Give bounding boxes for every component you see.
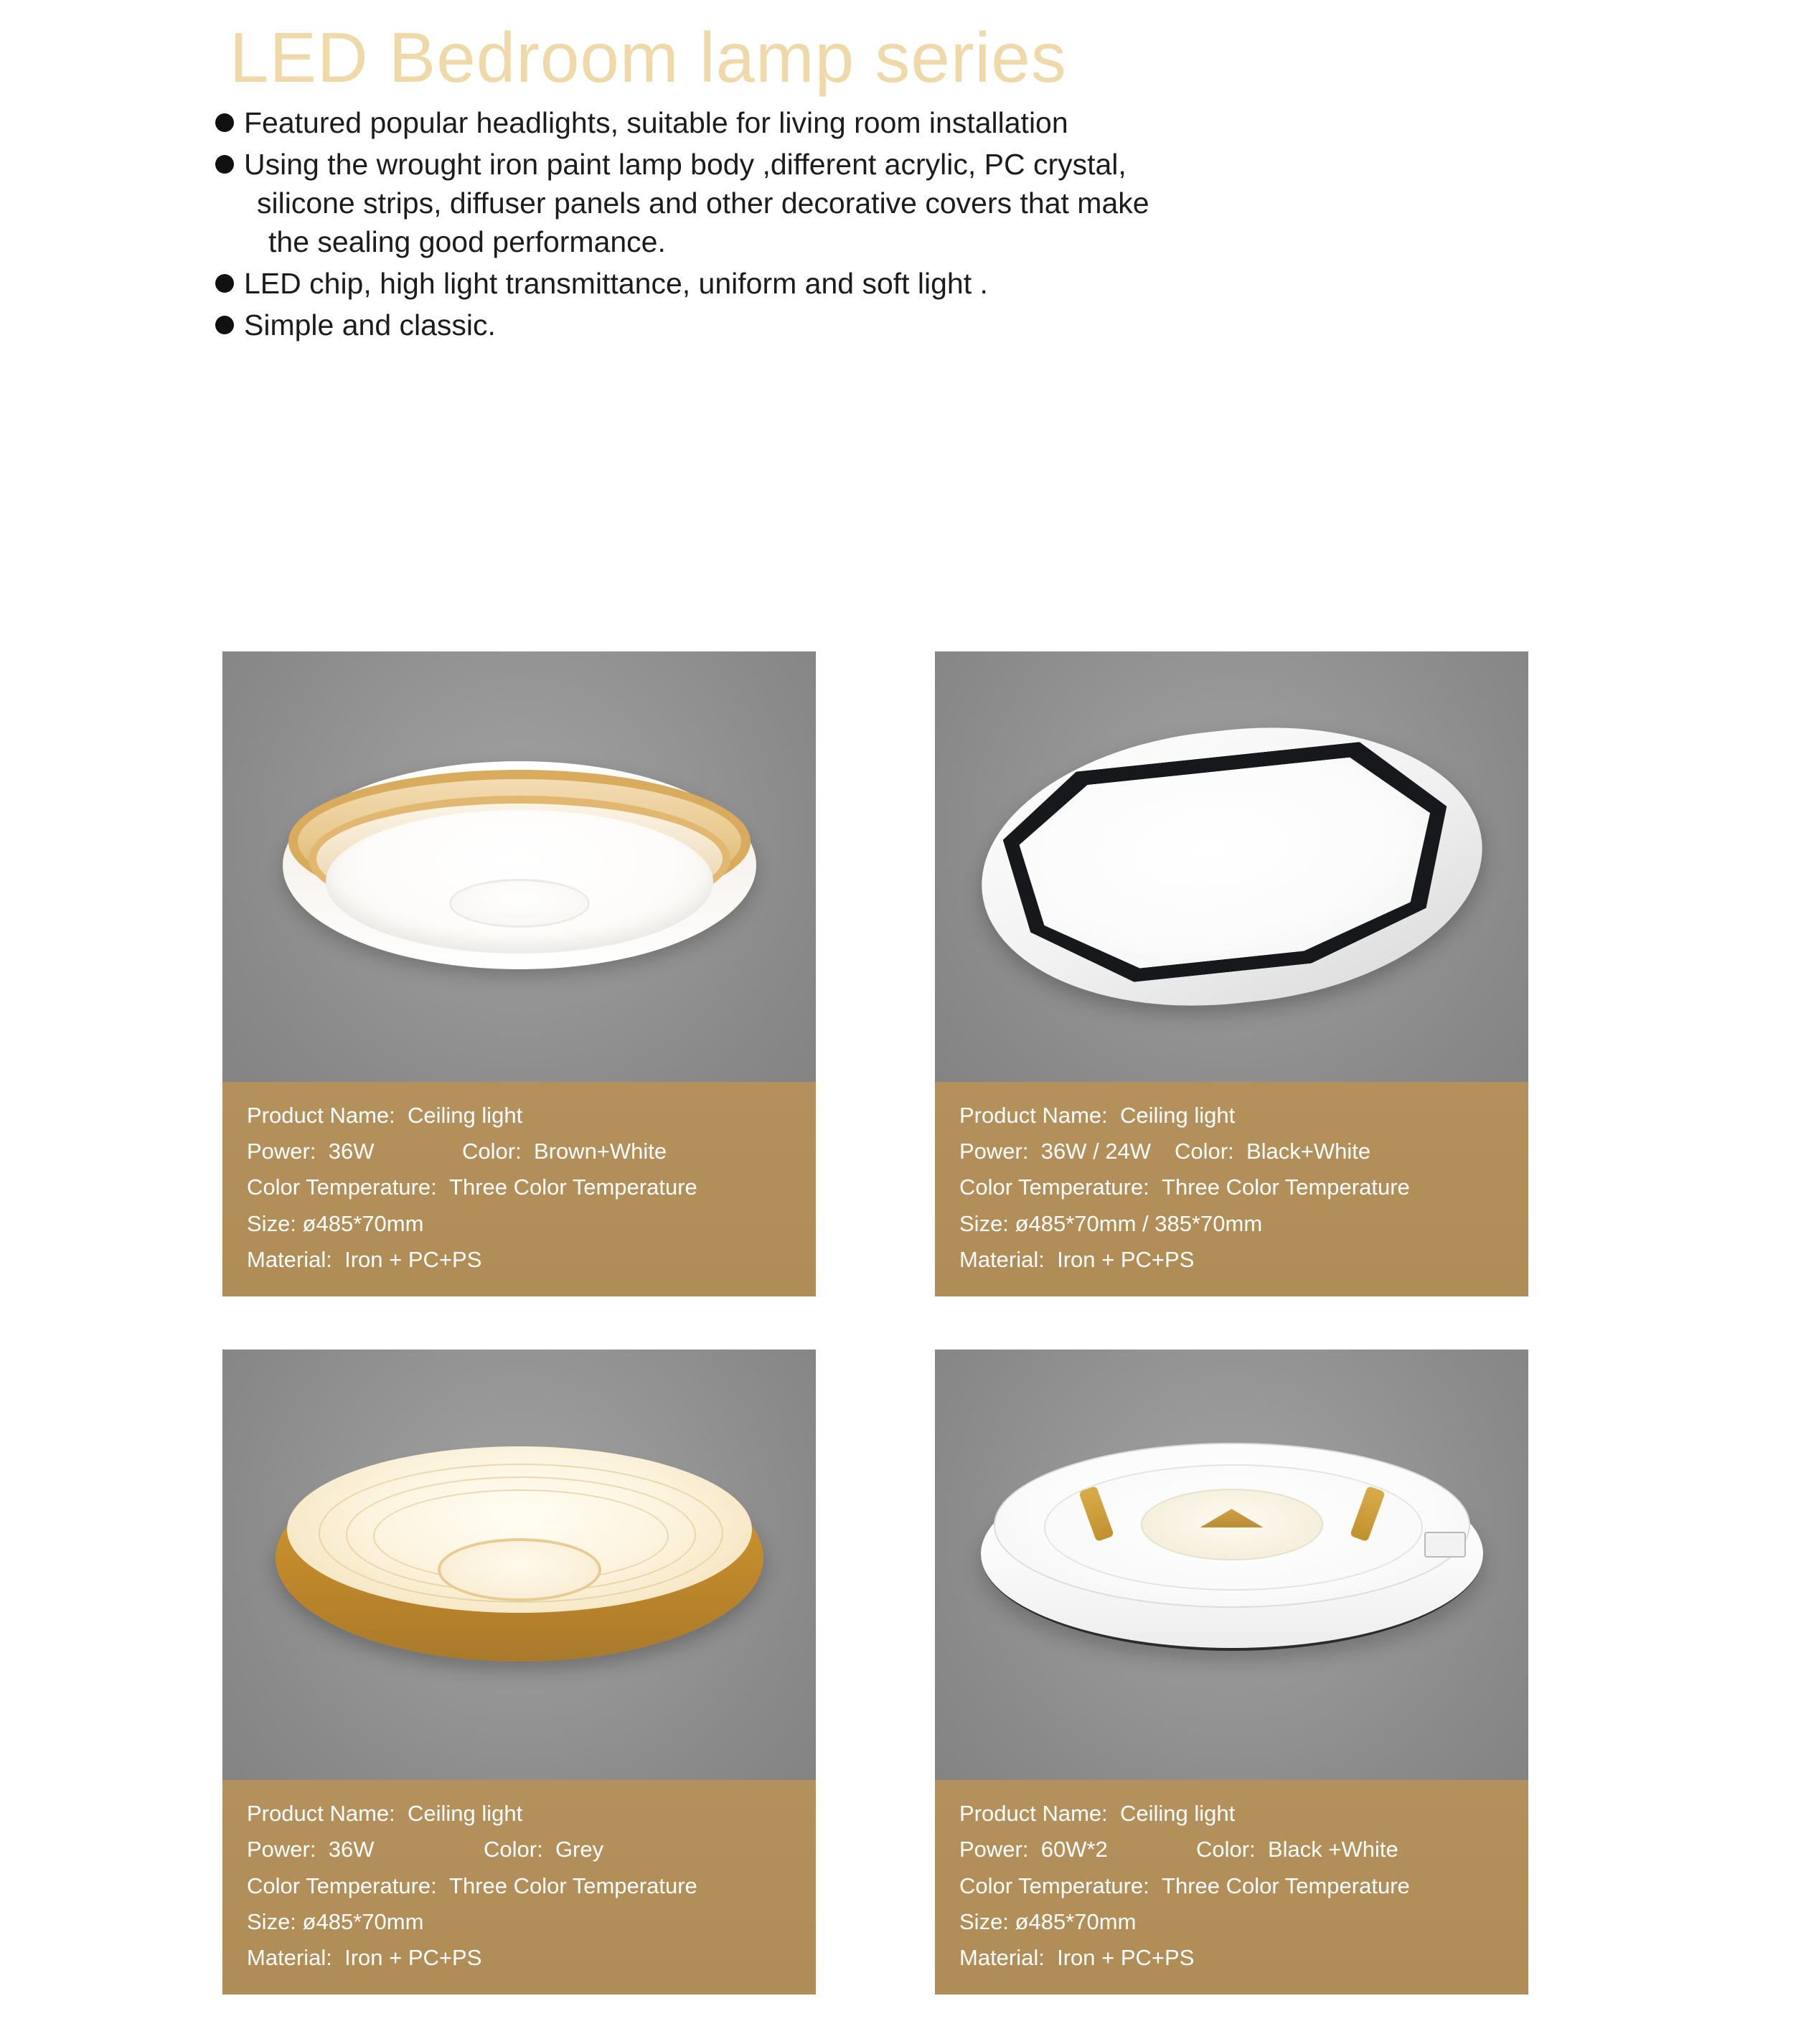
spec-line-size (247, 1904, 791, 1940)
spec-value-color-temperature: Three Color Temperature (449, 1873, 697, 1898)
spec-label-material: Material: (247, 1944, 332, 1970)
product-card (935, 1350, 1528, 1994)
spec-line-material (247, 1940, 791, 1976)
bullet-line: Featured popular headlights, suitable for living room installation (244, 105, 1068, 139)
spec-label-color: Color: (462, 1139, 522, 1164)
spec-value-size: ø485*70mm (1015, 1908, 1137, 1934)
product-photo-black-white-octagon (935, 651, 1528, 1082)
lamp-illustration-icon (283, 748, 756, 985)
spec-label-product-name: Product Name: (959, 1103, 1108, 1128)
list-item (215, 145, 1806, 261)
spec-line-power-color (247, 1134, 791, 1169)
spec-value-color-temperature: Three Color Temperature (1162, 1174, 1410, 1200)
bullet-line: Using the wrought iron paint lamp body ,different acrylic, PC crystal, (244, 147, 1127, 181)
spec-label-power: Power: (959, 1837, 1029, 1862)
spec-power-group (247, 1832, 484, 1868)
spec-value-size: ø485*70mm (302, 1908, 424, 1934)
spec-line-size (959, 1904, 1504, 1940)
spec-label-size: Size: (247, 1908, 296, 1934)
spec-value-color: Grey (555, 1837, 604, 1862)
spec-value-material: Iron + PC+PS (1057, 1944, 1195, 1970)
spec-value-power: 60W*2 (1040, 1837, 1108, 1862)
spec-value-size: ø485*70mm / 385*70mm (1015, 1210, 1263, 1236)
spec-line-color-temperature (959, 1868, 1504, 1904)
spec-label-power: Power: (247, 1139, 316, 1164)
list-item (215, 306, 1806, 344)
product-photo-gold-crystal-rim (222, 651, 816, 1082)
bullet-dot-icon (215, 155, 234, 174)
spec-label-product-name: Product Name: (247, 1801, 395, 1827)
lamp-illustration-icon (981, 1443, 1483, 1687)
spec-line-power-color (959, 1134, 1504, 1169)
bullet-text (244, 264, 1421, 303)
spec-value-material: Iron + PC+PS (344, 1246, 482, 1272)
spec-label-material: Material: (959, 1246, 1045, 1272)
product-spec-panel (935, 1082, 1528, 1296)
bullet-dot-icon (215, 316, 234, 334)
spec-line-material (247, 1242, 791, 1278)
spec-color-group (484, 1832, 603, 1868)
spec-value-size: ø485*70mm (302, 1210, 424, 1236)
list-item (215, 264, 1806, 303)
spec-line-power-color (959, 1832, 1504, 1868)
spec-label-size: Size: (247, 1210, 296, 1236)
spec-label-color: Color: (1175, 1139, 1234, 1164)
spec-label-power: Power: (959, 1139, 1029, 1164)
list-item (215, 103, 1806, 142)
spec-value-color: Black+White (1246, 1139, 1371, 1164)
spec-value-color: Black +White (1267, 1837, 1398, 1862)
spec-color-group (462, 1134, 667, 1169)
spec-label-material: Material: (247, 1246, 332, 1272)
spec-line-size (959, 1206, 1504, 1242)
spec-line-color-temperature (247, 1169, 791, 1205)
bullet-line: LED chip, high light transmittance, uniform and soft light . (244, 267, 988, 301)
spec-power-group (959, 1832, 1196, 1868)
spec-color-group (1196, 1832, 1398, 1868)
spec-value-power: 36W / 24W (1040, 1139, 1152, 1164)
spec-value-material: Iron + PC+PS (1057, 1246, 1195, 1272)
spec-label-color-temperature: Color Temperature: (247, 1174, 437, 1200)
spec-line-name (959, 1796, 1504, 1832)
product-spec-panel (222, 1082, 816, 1296)
product-photo-amber-ribbed (222, 1350, 816, 1780)
spec-color-group (1175, 1134, 1370, 1169)
spec-value-material: Iron + PC+PS (344, 1944, 482, 1970)
bullet-dot-icon (215, 274, 234, 293)
bullet-text (244, 306, 1421, 344)
spec-line-color-temperature (247, 1868, 791, 1904)
spec-label-color: Color: (484, 1837, 543, 1862)
spec-value-product-name: Ceiling light (408, 1103, 523, 1128)
product-photo-white-panel (935, 1350, 1528, 1780)
bullet-line: silicone strips, diffuser panels and other decorative covers that make (257, 187, 1149, 220)
spec-label-product-name: Product Name: (959, 1801, 1108, 1827)
spec-line-name (959, 1098, 1504, 1134)
spec-value-color-temperature: Three Color Temperature (1162, 1873, 1410, 1898)
spec-label-color: Color: (1196, 1837, 1256, 1862)
feature-bullet-list (215, 103, 1806, 345)
spec-label-product-name: Product Name: (247, 1103, 395, 1128)
spec-line-material (959, 1242, 1504, 1278)
product-grid (222, 651, 1614, 1994)
spec-value-color: Brown+White (533, 1139, 667, 1164)
spec-value-color-temperature: Three Color Temperature (449, 1174, 697, 1200)
page-header (0, 0, 1806, 344)
spec-label-color-temperature: Color Temperature: (959, 1174, 1149, 1200)
spec-line-name (247, 1098, 791, 1134)
spec-value-power: 36W (328, 1139, 375, 1164)
spec-label-size: Size: (959, 1908, 1009, 1934)
product-card (222, 1350, 816, 1994)
lamp-illustration-icon (981, 730, 1483, 1003)
product-card (935, 651, 1528, 1296)
spec-value-product-name: Ceiling light (1120, 1801, 1236, 1827)
bullet-line: Simple and classic. (244, 309, 496, 342)
bullet-dot-icon (215, 113, 234, 132)
page-title: LED Bedroom lamp series (230, 18, 1067, 97)
lamp-illustration-icon (276, 1446, 763, 1683)
bullet-line: the sealing good performance. (268, 225, 666, 259)
spec-value-product-name: Ceiling light (1120, 1103, 1236, 1128)
spec-label-power: Power: (247, 1837, 316, 1862)
product-card (222, 651, 816, 1296)
spec-power-group (959, 1134, 1175, 1169)
spec-line-power-color (247, 1832, 791, 1868)
spec-line-color-temperature (959, 1169, 1504, 1205)
spec-line-size (247, 1206, 791, 1242)
bullet-text (244, 145, 1421, 261)
spec-label-material: Material: (959, 1944, 1045, 1970)
spec-line-material (959, 1940, 1504, 1976)
spec-label-color-temperature: Color Temperature: (959, 1873, 1149, 1898)
spec-value-product-name: Ceiling light (408, 1801, 523, 1827)
product-spec-panel (222, 1780, 816, 1994)
spec-line-name (247, 1796, 791, 1832)
bullet-text (244, 103, 1421, 142)
spec-value-power: 36W (328, 1837, 375, 1862)
product-spec-panel (935, 1780, 1528, 1994)
spec-label-size: Size: (959, 1210, 1009, 1236)
spec-label-color-temperature: Color Temperature: (247, 1873, 437, 1898)
spec-power-group (247, 1134, 462, 1169)
